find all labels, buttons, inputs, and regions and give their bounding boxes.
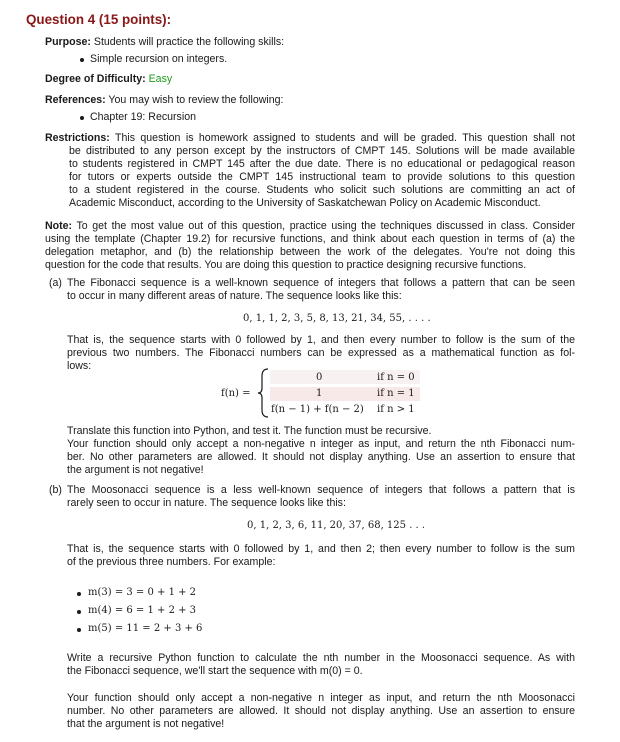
- part-a-intro-line: The Fibonacci sequence is a well-known sequence of integers that follows a pattern that can be seen: [67, 277, 575, 289]
- restrictions-label: Restrictions:: [45, 132, 110, 144]
- restrictions-line: for tutors or experts outside the CMPT 145 instructional team to provide solutions to this question: [69, 171, 575, 183]
- difficulty-value: Easy: [148, 73, 173, 85]
- part-b-final-line: that the argument is not negative!: [67, 718, 225, 730]
- purpose-label: Purpose:: [45, 36, 91, 48]
- part-a-intro: [67, 277, 575, 303]
- restrictions-line: This question is homework assigned to students and will be graded. This question shall not: [114, 132, 575, 144]
- bullet-icon: [77, 592, 81, 596]
- restrictions-line: be distributed to any person except by the instructors of CMPT 145. Solutions will be made available: [69, 145, 575, 157]
- note-label: Note:: [45, 220, 73, 232]
- function-label: f(n) =: [221, 388, 251, 399]
- note-block: [45, 220, 575, 272]
- case-value: 0: [316, 372, 323, 383]
- part-a-explain-line: That is, the sequence starts with 0 followed by 1, and then every number to follow is the sum of the: [67, 334, 575, 346]
- question-title: Question 4 (15 points):: [26, 12, 172, 27]
- part-b-explain-line: of the previous three numbers. For example:: [67, 556, 276, 568]
- restrictions-line: to a student registered in the course. Students who solicit such solutions are committing an act of: [69, 184, 575, 196]
- left-brace-icon: [258, 368, 270, 418]
- part-a-after-line: the argument is not negative!: [67, 464, 204, 476]
- example-item: m(4) = 6 = 1 + 2 + 3: [88, 605, 197, 616]
- note-line: using the template (Chapter 19.2) for recursive functions, and think about each question in terms of (a) the: [45, 233, 575, 245]
- part-a-after-line: ber. No other parameters are allowed. It should not display anything. Use an assertion to ensure that: [67, 451, 575, 463]
- case-value: f(n − 1) + f(n − 2): [271, 404, 364, 415]
- restrictions-block: [45, 132, 575, 145]
- references-line: [45, 94, 284, 107]
- difficulty-line: [45, 73, 172, 86]
- purpose-line: [45, 36, 284, 49]
- part-b-write: [67, 652, 575, 678]
- part-a-explain-line: lows:: [67, 360, 92, 372]
- case-value: 1: [316, 388, 323, 399]
- part-b-explain: [67, 543, 575, 569]
- part-a-explain-line: previous two numbers. The Fibonacci numbers can be expressed as a mathematical function as fol-: [67, 347, 575, 359]
- restrictions-line: to students registered in CMPT 145 after the due date. There is no educational or pedagogical reason: [69, 158, 575, 170]
- references-label: References:: [45, 94, 106, 106]
- part-b-write-line: the Fibonacci sequence, we'll start the sequence with m(0) = 0.: [67, 665, 363, 677]
- part-b-explain-line: That is, the sequence starts with 0 followed by 1, and then 2; then every number to follow is the sum: [67, 543, 575, 555]
- case-condition: if n > 1: [377, 404, 415, 415]
- restrictions-line: Academic Misconduct, according to the University of Saskatchewan Policy on Academic Misconduct.: [69, 197, 541, 209]
- bullet-icon: [77, 610, 81, 614]
- part-b-intro-line: rarely seen to occur in nature. The sequence looks like this:: [67, 497, 346, 509]
- fibonacci-sequence: 0, 1, 1, 2, 3, 5, 8, 13, 21, 34, 55, . . . .: [243, 313, 431, 324]
- difficulty-label: Degree of Difficulty:: [45, 73, 146, 85]
- part-b-marker: (b): [49, 484, 62, 496]
- references-text: You may wish to review the following:: [108, 94, 284, 106]
- example-item: m(5) = 11 = 2 + 3 + 6: [88, 623, 203, 634]
- part-a-marker: (a): [49, 277, 62, 289]
- purpose-text: Students will practice the following skills:: [93, 36, 285, 48]
- part-b-final-line: number. No other parameters are allowed. It should not display anything. Use an assertion to ensure: [67, 705, 575, 717]
- bullet-icon: [80, 116, 84, 120]
- case-condition: if n = 1: [377, 388, 415, 399]
- note-line: To get the most value out of this question, practice using the techniques discussed in class. Consider: [76, 220, 575, 232]
- part-b-intro-line: The Moosonacci sequence is a less well-known sequence of integers that follows a pattern that is: [67, 484, 575, 496]
- part-b-final: [67, 692, 575, 731]
- part-b-final-line: Your function should only accept a non-negative n integer as input, and return the nth Moosonacci: [67, 692, 575, 704]
- example-item: m(3) = 3 = 0 + 1 + 2: [88, 587, 197, 598]
- note-line: question for the code that results. You are doing this question to practice designing recursive functions.: [45, 259, 527, 271]
- part-a-after-line: Your function should only accept a non-negative n integer as input, and return the nth Fibonacci num-: [67, 438, 575, 450]
- purpose-bullet: Simple recursion on integers.: [90, 53, 228, 65]
- part-a-after: [67, 425, 575, 477]
- references-bullet: Chapter 19: Recursion: [90, 111, 196, 123]
- restrictions-rest: [69, 145, 575, 210]
- part-b-intro: [67, 484, 575, 510]
- part-a-explain: [67, 334, 575, 373]
- part-a-after-line: Translate this function into Python, and test it. The function must be recursive.: [67, 425, 432, 437]
- bullet-icon: [77, 628, 81, 632]
- bullet-icon: [80, 58, 84, 62]
- case-condition: if n = 0: [377, 372, 415, 383]
- part-b-write-line: Write a recursive Python function to calculate the nth number in the Moosonacci sequence. As with: [67, 652, 575, 664]
- note-line: delegation metaphor, and (b) the relationship between the work of the delegates. You're not doing this: [45, 246, 575, 258]
- part-a-intro-line: to occur in many different areas of nature. The sequence looks like this:: [67, 290, 402, 302]
- moosonacci-sequence: 0, 1, 2, 3, 6, 11, 20, 37, 68, 125 . . .: [247, 520, 426, 531]
